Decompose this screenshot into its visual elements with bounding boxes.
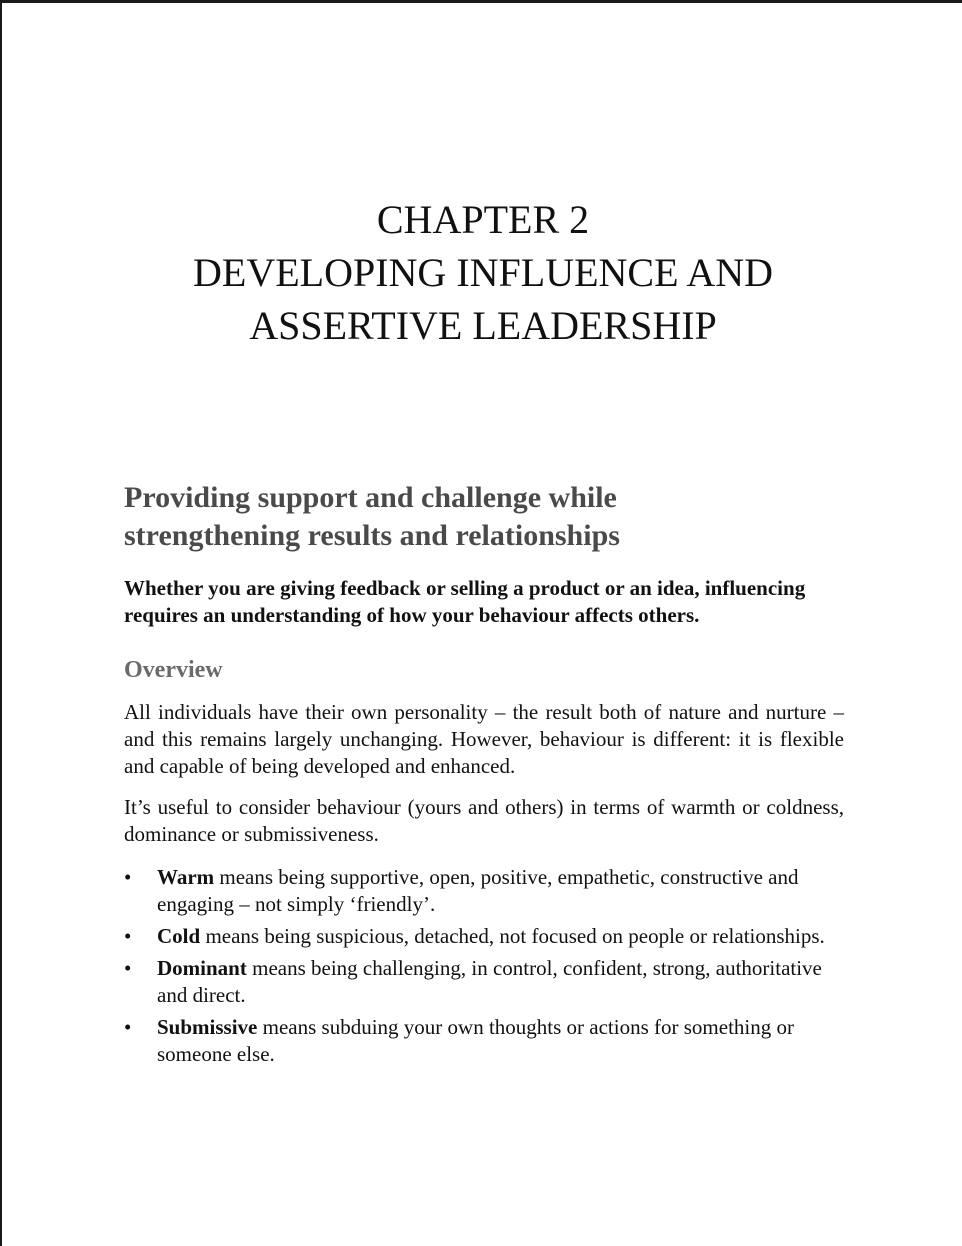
bullet-item-cold	[124, 923, 844, 950]
bullet-term: Submissive	[157, 1015, 258, 1039]
bullet-text: means being suspicious, detached, not focused on people or relationships.	[200, 924, 825, 948]
bullet-icon: •	[124, 924, 132, 948]
overview-paragraph-1: All individuals have their own personality – the result both of nature and nurture – and this remains largely unchanging. However, behaviour is different: it is flexible and capable of being developed and enhanced.	[124, 700, 844, 778]
section-title-line-2: strengthening results and relationships	[124, 519, 620, 552]
page-content	[124, 479, 844, 1073]
bullet-term: Dominant	[157, 956, 247, 980]
bullet-term: Cold	[157, 924, 201, 948]
chapter-title-line-2: ASSERTIVE LEADERSHIP	[249, 303, 717, 348]
behaviour-bullet-list	[124, 864, 844, 1068]
overview-heading: Overview	[124, 657, 223, 683]
bullet-item-warm	[124, 864, 844, 918]
chapter-heading	[2, 193, 962, 352]
chapter-label: CHAPTER 2	[376, 197, 590, 242]
bullet-icon: •	[124, 865, 132, 889]
bullet-item-submissive	[124, 1014, 844, 1068]
bullet-item-dominant	[124, 955, 844, 1009]
bullet-text: means subduing your own thoughts or actions for something or someone else.	[157, 1015, 794, 1066]
bullet-term: Warm	[157, 865, 215, 889]
section-title-line-1: Providing support and challenge while	[124, 481, 617, 514]
bullet-icon: •	[124, 956, 132, 980]
overview-paragraph-2: It’s useful to consider behaviour (yours and others) in terms of warmth or coldness, dominance or submissiveness.	[124, 795, 844, 846]
bullet-icon: •	[124, 1015, 132, 1039]
bullet-text: means being supportive, open, positive, empathetic, constructive and engaging – not simply ‘friendly’.	[157, 865, 799, 916]
section-title	[124, 479, 844, 555]
section-intro: Whether you are giving feedback or selling a product or an idea, influencing requires an understanding of how your behaviour affects others.	[124, 576, 806, 627]
chapter-title-line-1: DEVELOPING INFLUENCE AND	[193, 250, 773, 295]
bullet-text: means being challenging, in control, confident, strong, authoritative and direct.	[157, 956, 822, 1007]
